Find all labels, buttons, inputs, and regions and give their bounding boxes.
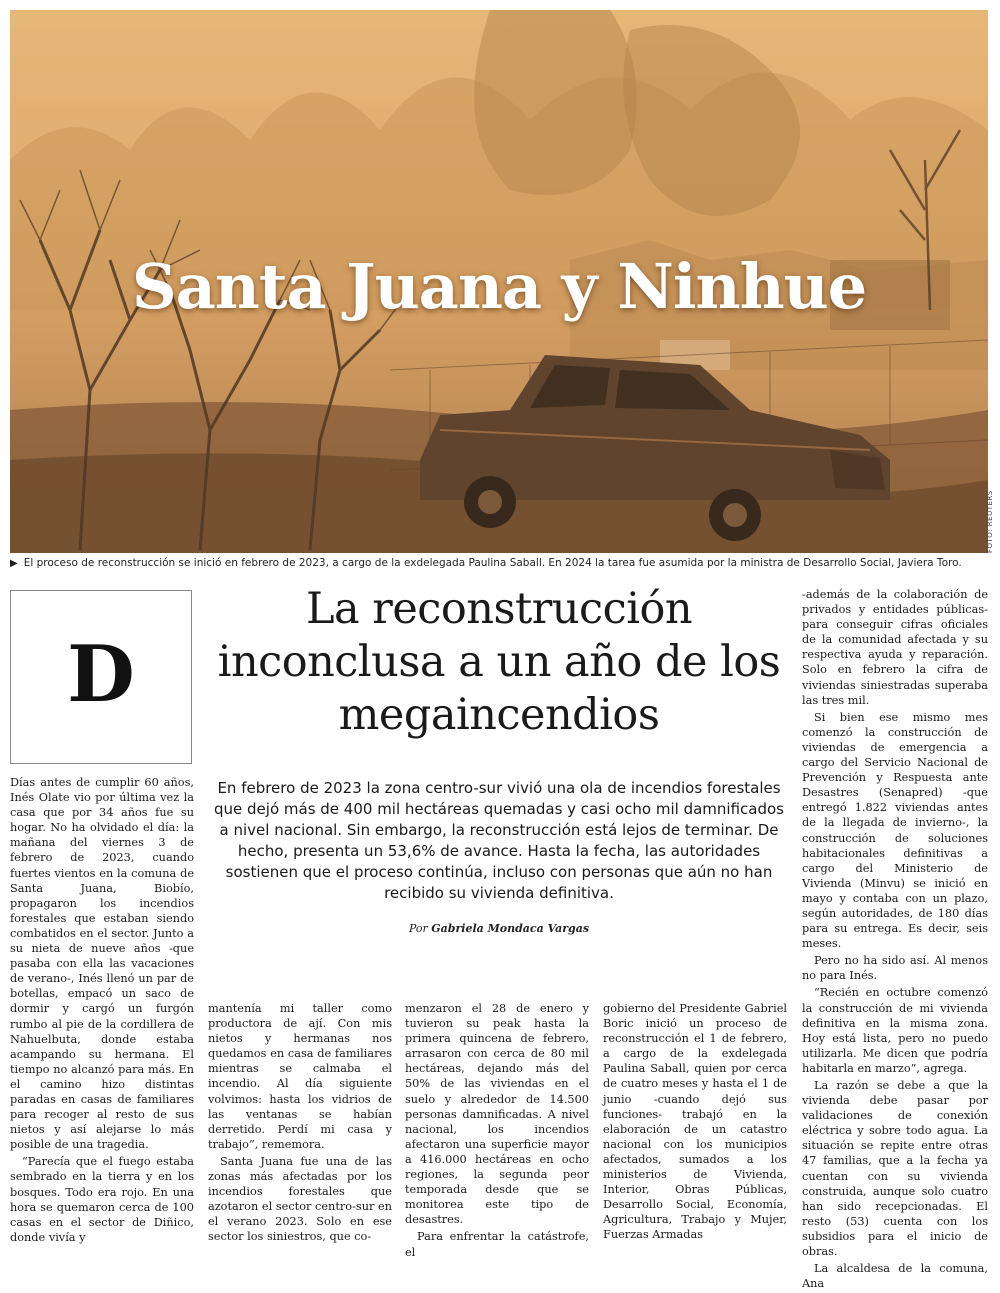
article-column-3 (405, 1001, 589, 1262)
paragraph: Pero no ha sido así. Al menos no para Inés. (802, 954, 988, 983)
paragraph: -además de la colaboración de privados y entidades públicas- para conseguir cifras oficiales de la comunidad afectada y su respectiva ayuda y reparación. Solo en febrero la cifra de viviendas siniestradas superaba las tres mil. (802, 588, 988, 707)
byline-author: Gabriela Mondaca Vargas (431, 922, 590, 935)
article-column-5 (802, 587, 988, 1293)
article-headline: La reconstrucción inconclusa a un año de los megaincendios (217, 584, 781, 740)
dropcap-letter: D (67, 629, 135, 720)
paragraph: menzaron el 28 de enero y tuvieron su peak hasta la primera quincena de febrero, arrasaron con cerca de 80 mil hectáreas, dejando más del 50% de las viviendas en el suelo y alrededor de 14.500 personas damnificadas. A nivel nacional, los incendios afectaron una superficie mayor a 416.000 hectáreas en ocho regiones, la segunda peor temporada desde que se monitorea este tipo de desastres. (405, 1002, 589, 1227)
caption-text: El proceso de reconstrucción se inició en febrero de 2023, a cargo de la exdelegada Paulina Saball. En 2024 la tarea fue asumida por la ministra de Desarrollo Social, Javiera Toro. (23, 557, 962, 569)
paragraph: “Recién en octubre comenzó la construcción de mi vivienda definitiva en la misma zona. Hoy está lista, pero no puedo utilizarla. Me dicen que podría habitarla en marzo”, agrega. (802, 986, 988, 1075)
article-column-4 (603, 1001, 787, 1245)
article-column-1 (10, 775, 194, 1247)
paragraph: Santa Juana fue una de las zonas más afectadas por los incendios forestales que azotaron el sector centro-sur en el verano 2023. Solo en ese sector los siniestros, que co- (208, 1154, 392, 1244)
paragraph: “Parecía que el fuego estaba sembrado en la tierra y en los bosques. Todo era rojo. En una hora se quemaron cerca de 100 casas en el sector de Diñico, donde vivía y (10, 1155, 194, 1244)
dropcap-box (10, 590, 192, 764)
photo-caption (10, 557, 980, 569)
paragraph: gobierno del Presidente Gabriel Boric inició un proceso de reconstrucción el 1 de febrero, a cargo de la exdelegada Paulina Saball, quien por cerca de cuatro meses y hasta el 1 de junio -cuando dejó sus funciones- trabajó en la elaboración de un catastro nacional con los municipios afectados, sumados a los ministerios de Vivienda, Interior, Obras Públicas, Desarrollo Social, Economía, Agricultura, Trabajo y Mujer, Fuerzas Armadas (603, 1002, 787, 1242)
photo-title: Santa Juana y Ninhue (131, 250, 867, 323)
hero-photo (10, 10, 988, 553)
byline-prefix: Por (408, 922, 428, 935)
paragraph: La razón se debe a que la vivienda debe pasar por validaciones de conexión eléctrica y sobre todo agua. La situación se repite entre otras 47 familias, que a la fecha ya cuentan con su vivienda construida, aunque solo cuatro han sido recepcionadas. El resto (53) cuenta con los subsidios para el inicio de obras. (802, 1079, 988, 1259)
article-byline (212, 922, 786, 935)
article-lead: En febrero de 2023 la zona centro-sur vivió una ola de incendios forestales que dejó más de 400 mil hectáreas quemadas y casi ocho mil damnificados a nivel nacional. Sin embargo, la reconstrucción está lejos de terminar. De hecho, presenta un 53,6% de avance. Hasta la fecha, las autoridades sostienen que el proceso continúa, incluso con personas que aún no han recibido su vivienda definitiva. (214, 779, 784, 902)
paragraph: Si bien ese mismo mes comenzó la construcción de viviendas de emergencia a cargo del Servicio Nacional de Prevención y Respuesta ante Desastres (Senapred) -que entregó 1.822 viviendas antes de la llegada de invierno-, la construcción de soluciones habitacionales definitivas a cargo del Ministerio de Vivienda (Minvu) se inició en mayo y contaba con un plazo, según autoridades, de 180 días para su entrega. Es decir, seis meses. (802, 710, 988, 951)
paragraph: mantenía mi taller como productora de ají. Con mis nietos y hermanas nos quedamos en casa de familiares mientras se calmaba el incendio. Al día siguiente volvimos: hasta los vidrios de las ventanas se habían derretido. Perdí mi casa y trabajo”, rememora. (208, 1002, 392, 1151)
article-column-2 (208, 1001, 392, 1247)
photo-credit: FOTO: REUTERS (986, 490, 994, 553)
caption-arrow-icon: ▶ (10, 558, 18, 569)
paragraph: Días antes de cumplir 60 años, Inés Olate vio por última vez la casa que por 34 años fue su hogar. No ha olvidado el día: la mañana del viernes 3 de febrero de 2023, cuando fuertes vientos en la comuna de Santa Juana, Biobío, propagaron los incendios forestales que estaban siendo combatidos en el sector. Junto a su nieta de nueve años -que pasaba con ella las vacaciones de verano-, Inés llenó un par de botellas, empacó un saco de dormir y cargó un furgón rumbo al pie de la cordillera de Nahuelbuta, donde estaba acampando su hermana. El tiempo no alcanzó para más. En el camino hizo distintas paradas en casas de familiares para recoger al resto de sus nietos y así alejarse lo más posible de una tragedia. (10, 776, 194, 1152)
paragraph: Para enfrentar la catástrofe, el (405, 1230, 589, 1259)
paragraph: La alcaldesa de la comuna, Ana (802, 1262, 988, 1291)
